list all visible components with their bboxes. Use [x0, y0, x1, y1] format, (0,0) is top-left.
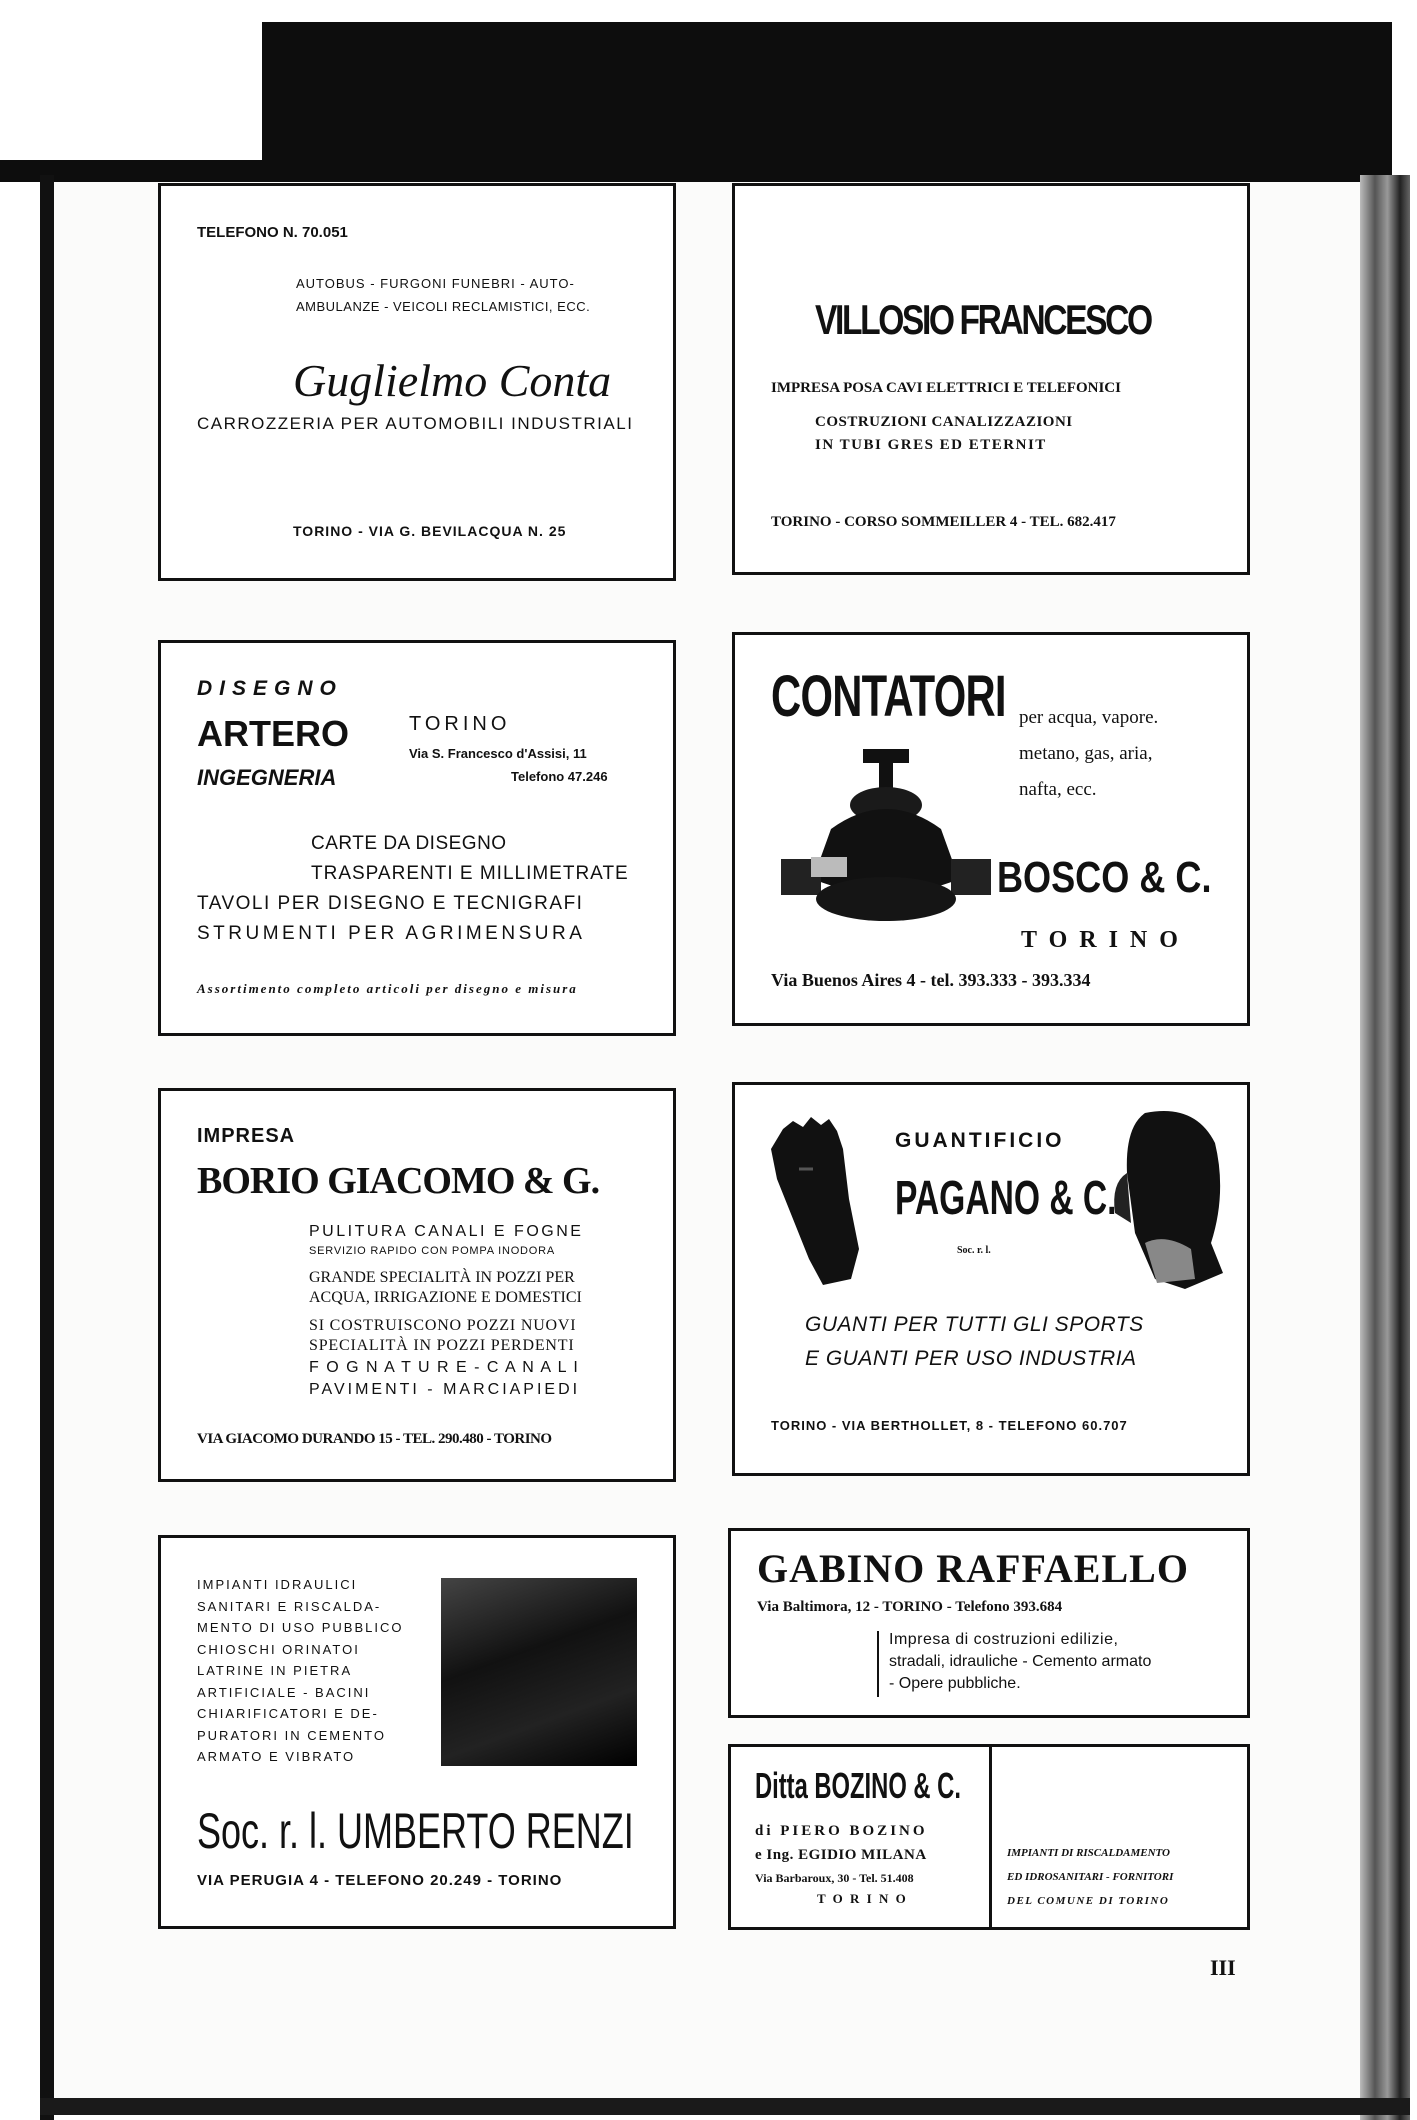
artero-title3: INGEGNERIA: [197, 765, 337, 790]
ad-guglielmo-conta: [158, 183, 676, 581]
renzi-line: LATRINE IN PIETRA: [197, 1663, 353, 1678]
conta-services-2: AMBULANZE - VEICOLI RECLAMISTICI, ECC.: [296, 299, 591, 314]
artero-street: Via S. Francesco d'Assisi, 11: [409, 746, 587, 761]
ad-villosio-francesco: [732, 183, 1250, 575]
renzi-line: MENTO DI USO PUBBLICO: [197, 1620, 404, 1635]
bosco-city: T O R I N O: [1021, 927, 1181, 953]
renzi-line: ARMATO E VIBRATO: [197, 1749, 356, 1764]
artero-title2: ARTERO: [197, 713, 349, 754]
borio-line4: ACQUA, IRRIGAZIONE E DOMESTICI: [309, 1289, 582, 1306]
villosio-line3: IN TUBI GRES ED ETERNIT: [815, 437, 1047, 453]
scan-top-bar-extension: [0, 160, 1392, 182]
page-number: III: [1210, 1955, 1236, 1980]
bosco-name: BOSCO & C.: [997, 853, 1212, 902]
renzi-photo: [441, 1578, 637, 1766]
artero-line2: TRASPARENTI E MILLIMETRATE: [311, 863, 629, 884]
ad-bozino: [728, 1744, 1250, 1930]
pagano-line1: GUANTI PER TUTTI GLI SPORTS: [805, 1313, 1144, 1336]
artero-line1: CARTE DA DISEGNO: [311, 833, 507, 854]
artero-line4: STRUMENTI PER AGRIMENSURA: [197, 923, 586, 944]
renzi-line: ARTIFICIALE - BACINI: [197, 1684, 371, 1700]
bozino-right2: ED IDROSANITARI - FORNITORI: [1007, 1871, 1174, 1883]
villosio-address: TORINO - CORSO SOMMEILLER 4 - TEL. 682.417: [771, 514, 1116, 530]
pagano-line2: E GUANTI PER USO INDUSTRIA: [805, 1347, 1137, 1370]
renzi-line: PURATORI IN CEMENTO: [197, 1727, 386, 1743]
conta-phone: TELEFONO N. 70.051: [197, 224, 348, 241]
villosio-line1: IMPRESA POSA CAVI ELETTRICI E TELEFONICI: [771, 380, 1121, 396]
ad-bosco-contatori: [732, 632, 1250, 1026]
borio-name: BORIO GIACOMO & G.: [197, 1160, 600, 1202]
bosco-title: CONTATORI: [771, 664, 1006, 729]
bozino-line2: e Ing. EGIDIO MILANA: [755, 1847, 927, 1863]
borio-line8: PAVIMENTI - MARCIAPIEDI: [309, 1381, 581, 1398]
artero-city: TORINO: [409, 713, 511, 735]
bozino-city: T O R I N O: [817, 1891, 908, 1906]
scan-right-edge: [1360, 175, 1410, 2120]
renzi-line: CHIOSCHI ORINATOI: [197, 1641, 360, 1657]
ad-gabino-raffaello: [728, 1528, 1250, 1718]
borio-line3: GRANDE SPECIALITÀ IN POZZI PER: [309, 1269, 575, 1286]
renzi-line: CHIARIFICATORI E DE-: [197, 1706, 379, 1721]
borio-label: IMPRESA: [197, 1125, 296, 1147]
gabino-address: Via Baltimora, 12 - TORINO - Telefono 393.684: [757, 1599, 1063, 1615]
borio-line6: SPECIALITÀ IN POZZI PERDENTI: [309, 1337, 575, 1354]
artero-phone: Telefono 47.246: [511, 769, 608, 784]
gabino-desc-rule: [877, 1631, 879, 1697]
gabino-desc2: stradali, idrauliche - Cemento armato: [889, 1653, 1152, 1670]
scan-bottom-edge: [40, 2098, 1410, 2115]
bosco-address: Via Buenos Aires 4 - tel. 393.333 - 393.334: [771, 970, 1091, 990]
bozino-name: Ditta BOZINO & C.: [755, 1765, 961, 1806]
borio-line5: SI COSTRUISCONO POZZI NUOVI: [309, 1317, 577, 1334]
borio-address: VIA GIACOMO DURANDO 15 - TEL. 290.480 - TORINO: [197, 1431, 552, 1447]
ad-umberto-renzi: [158, 1535, 676, 1929]
gabino-desc1: Impresa di costruzioni edilizie,: [889, 1631, 1119, 1648]
pagano-address: TORINO - VIA BERTHOLLET, 8 - TELEFONO 60.707: [771, 1418, 1128, 1433]
bozino-right1: IMPIANTI DI RISCALDAMENTO: [1007, 1847, 1171, 1859]
pagano-name: PAGANO & C.: [895, 1172, 1117, 1225]
villosio-name: VILLOSIO FRANCESCO: [815, 296, 1151, 343]
gabino-desc3: - Opere pubbliche.: [889, 1675, 1021, 1692]
renzi-line: SANITARI E RISCALDA-: [197, 1598, 382, 1614]
bozino-divider: [989, 1747, 992, 1927]
renzi-line: IMPIANTI IDRAULICI: [197, 1577, 358, 1592]
scan-left-edge: [40, 175, 54, 2120]
artero-line3: TAVOLI PER DISEGNO E TECNIGRAFI: [197, 893, 584, 914]
pagano-label: GUANTIFICIO: [895, 1129, 1065, 1152]
gabino-name: GABINO RAFFAELLO: [757, 1546, 1189, 1591]
renzi-address: VIA PERUGIA 4 - TELEFONO 20.249 - TORINO: [197, 1872, 563, 1889]
bosco-desc3: nafta, ecc.: [1019, 779, 1097, 800]
water-meter-illustration: [771, 739, 1001, 949]
pagano-suffix: Soc. r. l.: [957, 1245, 991, 1256]
conta-address: TORINO - VIA G. BEVILACQUA N. 25: [293, 523, 567, 539]
scan-top-bar: [262, 22, 1392, 182]
bozino-line1: di PIERO BOZINO: [755, 1823, 928, 1839]
renzi-services-list: [197, 1574, 407, 1768]
borio-line2: SERVIZIO RAPIDO CON POMPA INODORA: [309, 1245, 556, 1257]
renzi-name: Soc. r. l. UMBERTO RENZI: [197, 1803, 634, 1859]
artero-footer: Assortimento completo articoli per disegno e misura: [197, 981, 578, 996]
borio-line1: PULITURA CANALI E FOGNE: [309, 1223, 584, 1240]
conta-services-1: AUTOBUS - FURGONI FUNEBRI - AUTO-: [296, 276, 575, 291]
villosio-line2: COSTRUZIONI CANALIZZAZIONI: [815, 414, 1073, 430]
conta-subtitle: CARROZZERIA PER AUTOMOBILI INDUSTRIALI: [197, 414, 634, 433]
ad-pagano-guantificio: [732, 1082, 1250, 1476]
mitten-illustration-right: [1105, 1103, 1235, 1293]
glove-illustration-left: [763, 1109, 873, 1289]
ad-artero: [158, 640, 676, 1036]
bozino-line3: Via Barbaroux, 30 - Tel. 51.408: [755, 1871, 914, 1885]
bozino-right3: DEL COMUNE DI TORINO: [1007, 1895, 1170, 1907]
bosco-desc1: per acqua, vapore.: [1019, 707, 1159, 728]
conta-name: Guglielmo Conta: [293, 355, 612, 406]
borio-line7: F O G N A T U R E - C A N A L I: [309, 1359, 580, 1376]
artero-title1: DISEGNO: [197, 677, 343, 700]
bosco-desc2: metano, gas, aria,: [1019, 743, 1153, 764]
ad-borio-giacomo: [158, 1088, 676, 1482]
